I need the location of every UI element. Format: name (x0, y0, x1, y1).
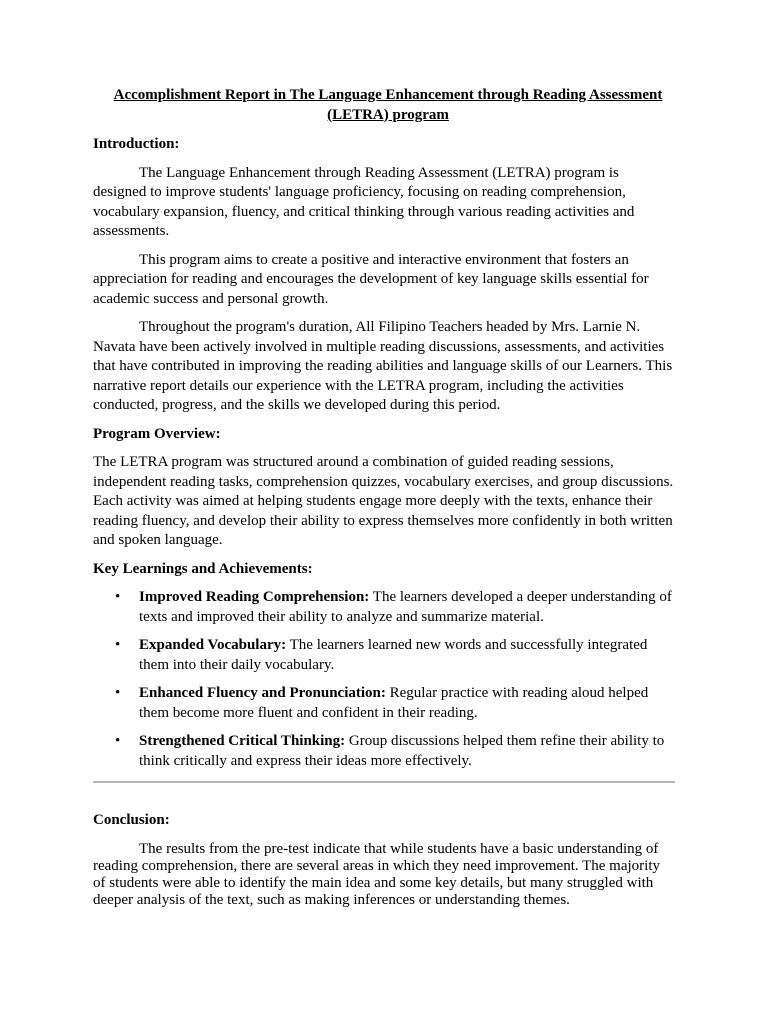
introduction-heading: Introduction: (93, 136, 180, 152)
report-title: Accomplishment Report in The Language Enhancement through Reading Assessment (LETRA) program (113, 87, 663, 123)
list-item-text: Regular practice with reading aloud helped them become more fluent and confident in their reading. (139, 685, 649, 721)
list-item (93, 588, 675, 627)
bullet-icon: • (115, 733, 121, 749)
conclusion-paragraph: The results from the pre-test indicate that while students have a basic understanding of reading comprehension, there are several areas in which they need improvement. The majority of students were able to identify the main idea and some key details, but many struggled with deeper analysis of the text, such as making inferences or understanding themes. (93, 840, 661, 908)
list-item-text: The learners learned new words and successfully integrated them into their daily vocabulary. (139, 637, 648, 673)
bullet-icon: • (115, 637, 121, 653)
list-item-text: The learners developed a deeper understanding of texts and improved their ability to analyze and summarize material. (139, 589, 672, 625)
list-item-label: Enhanced Fluency and Pronunciation: (139, 685, 386, 701)
program-overview-paragraph: The LETRA program was structured around a combination of guided reading sessions, independent reading tasks, comprehension quizzes, vocabulary exercises, and group discussions. Each activity was aimed at helping students engage more deeply with the texts, enhance their reading fluency, and develop their ability to express themselves more confidently in both written and spoken language. (93, 454, 674, 548)
list-item-label: Strengthened Critical Thinking: (139, 733, 346, 749)
list-item (93, 636, 675, 675)
key-learnings-heading: Key Learnings and Achievements: (93, 560, 313, 577)
list-item-label: Improved Reading Comprehension: (139, 589, 370, 605)
introduction-paragraph-1: The Language Enhancement through Reading Assessment (LETRA) program is designed to improve students' language proficiency, focusing on reading comprehension, vocabulary expansion, fluency, and critical thinking through various reading activities and assessments. (93, 164, 635, 239)
bullet-icon: • (115, 685, 121, 701)
program-overview-heading: Program Overview: (93, 425, 221, 442)
introduction-paragraph-2: This program aims to create a positive and interactive environment that fosters an appreciation for reading and encourages the development of key language skills essential for academic success and personal growth. (93, 251, 649, 307)
key-learnings-list (93, 588, 675, 771)
list-item (93, 684, 675, 723)
list-item-label: Expanded Vocabulary: (139, 637, 287, 653)
list-item-text: Group discussions helped them refine their ability to think critically and express their ideas more effectively. (139, 733, 665, 769)
conclusion-heading: Conclusion: (93, 812, 170, 828)
introduction-paragraph-3: Throughout the program's duration, All Filipino Teachers headed by Mrs. Larnie N. Navata have been actively involved in multiple reading discussions, assessments, and activities that have contributed in improving the reading abilities and language skills of our Learners. This narrative report details our experience with the LETRA program, including the activities conducted, progress, and the skills we developed during this period. (93, 319, 673, 413)
document-page (93, 86, 675, 909)
bullet-icon: • (115, 589, 121, 605)
list-item (93, 732, 675, 771)
